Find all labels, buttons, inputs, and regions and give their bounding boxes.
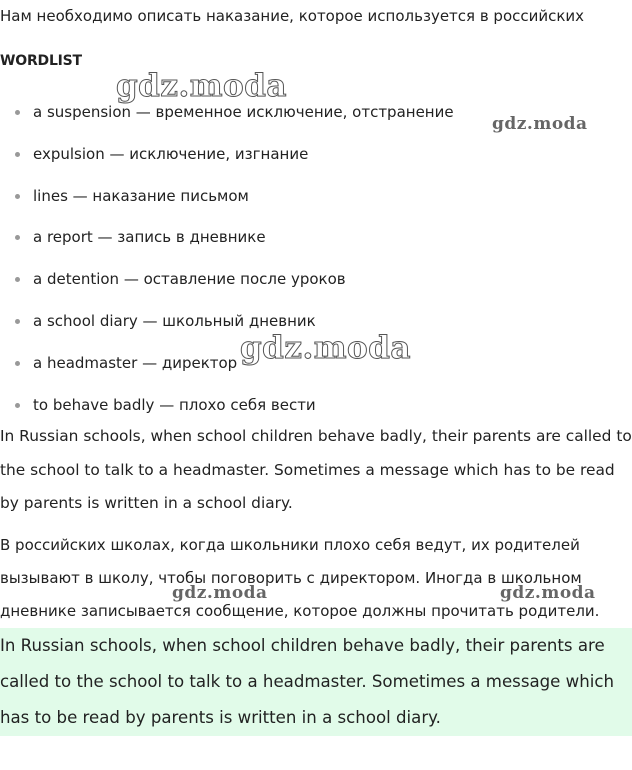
wordlist (0, 98, 454, 432)
wordlist-item-text: a suspension — временное исключение, отстранение (33, 103, 454, 121)
wordlist-item (0, 140, 454, 182)
answer-text: In Russian schools, when school children behave badly, their parents are called to the school to talk to a headmaster. Sometimes a message which has to be read by parents is written in a school diary. (0, 636, 614, 727)
wordlist-item-text: to behave badly — плохо себя вести (33, 395, 316, 414)
bullet-icon (15, 277, 20, 282)
paragraph-russian: В российских школах, когда школьники плохо себя ведут, их родителей вызывают в школу, чтобы поговорить с директором. Иногда в школьном дневнике записывается сообщение, которое должны прочитать родители. (0, 536, 600, 620)
wordlist-item (0, 98, 454, 140)
watermark-logo: gdz.moda (500, 583, 596, 603)
wordlist-item-text: a report — запись в дневнике (33, 228, 266, 247)
wordlist-item (0, 223, 454, 265)
bullet-icon (15, 361, 20, 366)
watermark-logo: gdz.moda (492, 114, 588, 134)
wordlist-item (0, 182, 454, 224)
intro-text: Нам необходимо описать наказание, которое используется в российских (0, 7, 585, 25)
bullet-icon (15, 403, 20, 408)
watermark-logo: gdz.moda (172, 583, 268, 603)
wordlist-item-text: lines — наказание письмом (33, 186, 249, 205)
wordlist-item-text: expulsion — исключение, изгнание (33, 144, 309, 163)
wordlist-item-text: a headmaster — директор (33, 353, 238, 372)
watermark-logo: gdz.moda (240, 330, 411, 366)
bullet-icon (15, 235, 20, 240)
wordlist-item-text: a school diary — школьный дневник (33, 311, 316, 330)
watermark-logo: gdz.moda (116, 68, 287, 104)
bullet-icon (15, 194, 20, 199)
bullet-icon (15, 152, 20, 157)
answer-box (0, 628, 632, 736)
paragraph-english: In Russian schools, when school children behave badly, their parents are called to the school to talk to a headmaster. Sometimes a message which has to be read by parents is written in a school diary. (0, 427, 632, 512)
wordlist-heading: WORDLIST (0, 53, 82, 69)
wordlist-item-text: a detention — оставление после уроков (33, 270, 346, 289)
bullet-icon (15, 110, 20, 115)
bullet-icon (15, 319, 20, 324)
wordlist-item (0, 265, 454, 307)
